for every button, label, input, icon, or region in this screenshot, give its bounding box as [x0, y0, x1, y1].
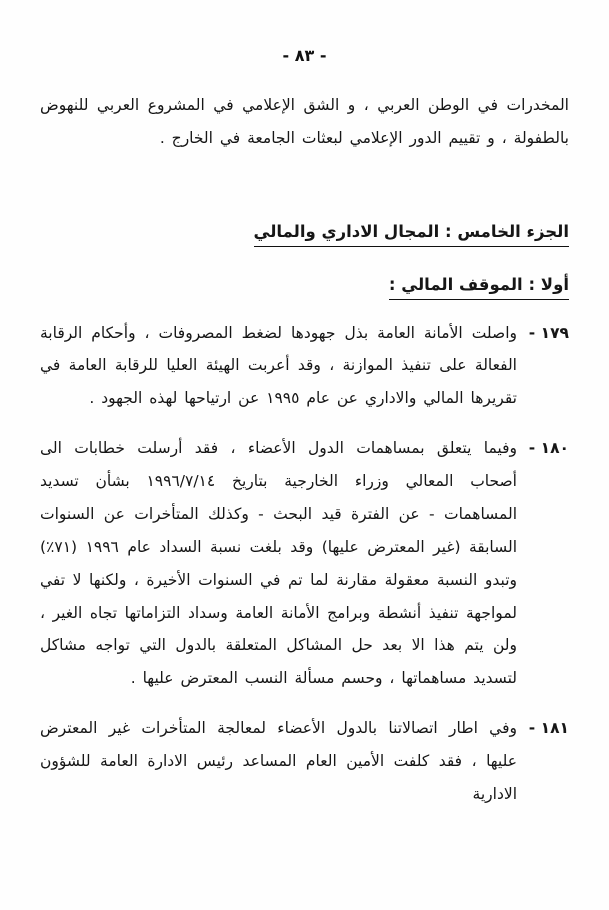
section-heading-text: الجزء الخامس : المجال الاداري والمالي [254, 222, 570, 247]
paragraph-text: وفي اطار اتصالاتنا بالدول الأعضاء لمعالجة المتأخرات غير المعترض عليها ، فقد كلفت الأمين العام المساعد رئيس الادارة العامة للشؤون الادارية [40, 719, 517, 803]
paragraph-number: ١٧٩ - [528, 323, 569, 342]
paragraph-text: وفيما يتعلق بمساهمات الدول الأعضاء ، فقد أرسلت خطابات الى أصحاب المعالي وزراء الخارجية بتاريخ ١٩٩٦/٧/١٤ بشأن تسديد المساهمات - عن الفترة قيد البحث - وكذلك المتأخرات عن السنوات السابقة (غير المعترض عليها) وقد بلغت نسبة السداد عام ١٩٩٦ (٧١٪) وتبدو النسبة معقولة مقارنة لما تم في السنوات الأخيرة ، ولكنها لا تفي لمواجهة تنفيذ أنشطة وبرامج الأمانة العامة وسداد التزاماتها تجاه الغير ، ولن يتم هذا الا بعد حل المشاكل المتعلقة بالدول التي تواجه مشاكل لتسديد مساهماتها ، وحسم مسألة النسب المعترض عليها . [40, 439, 518, 688]
numbered-paragraph [40, 432, 569, 695]
subsection-heading-text: أولا : الموقف المالي : [389, 275, 569, 300]
numbered-paragraph [40, 712, 569, 811]
page-number: - ٨٣ - [282, 46, 327, 65]
paragraph-number: ١٨١ - [528, 719, 569, 738]
intro-paragraph: المخدرات في الوطن العربي ، و الشق الإعلامي في المشروع العربي للنهوض بالطفولة ، و تقييم الدور الإعلامي لبعثات الجامعة في الخارج . [40, 96, 569, 148]
subsection-heading [40, 275, 569, 300]
numbered-paragraph [40, 317, 569, 416]
section-heading [40, 222, 569, 247]
paragraph-number: ١٨٠ - [528, 439, 569, 458]
paragraph-text: واصلت الأمانة العامة بذل جهودها لضغط المصروفات ، وأحكام الرقابة الفعالة على تنفيذ الموازنة ، وقد أعربت الهيئة العليا للرقابة العامة في تقريرها المالي والاداري عن عام ١٩٩٥ عن ارتياحها لهذه الجهود . [40, 323, 517, 408]
